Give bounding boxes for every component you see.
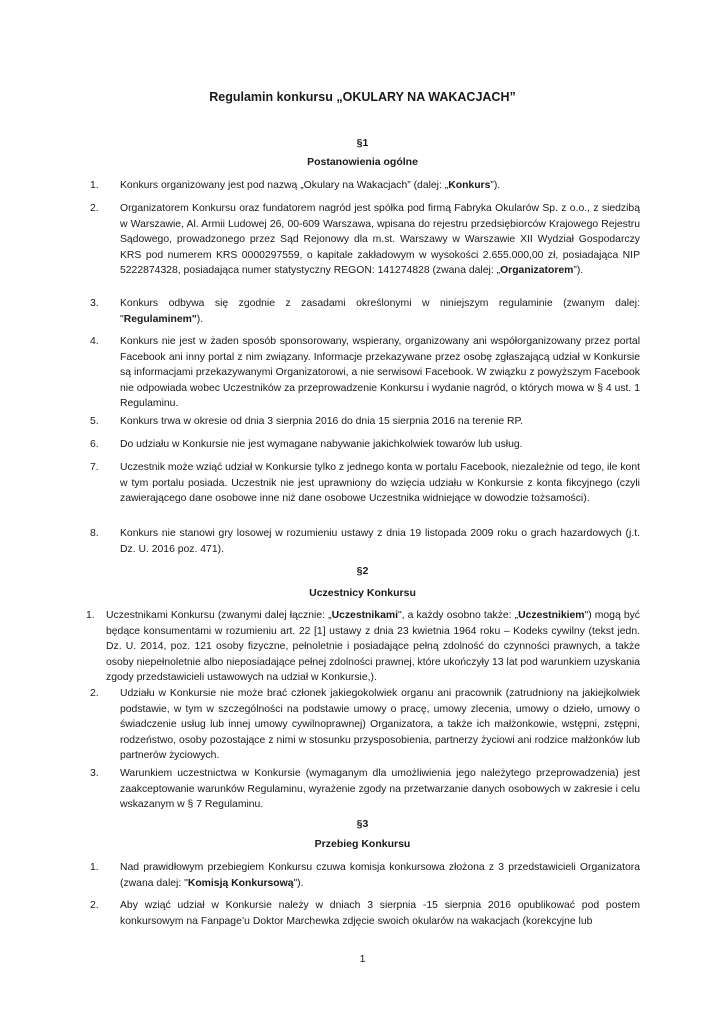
- item-number: 8.: [90, 528, 99, 539]
- item-number: 2.: [90, 900, 99, 911]
- item-text: Aby wziąć udział w Konkursie należy w dniach 3 sierpnia -15 sierpnia 2016 opublikować pod postem konkursowym na Fanpage’u Doktor Marchewka zdjęcie swoich okularów na wakacjach (korekcyjne lub: [120, 900, 640, 927]
- item-text: Udziału w Konkursie nie może brać członek jakiegokolwiek organu ani pracownik (zatrudniony na jakiejkolwiek podstawie, w tym w szczególności na podstawie umowy o pracę, umowy zlecenia, umowy o dzieło, umowy o świadczenie usług lub innej umowy cywilnoprawnej) Organizatora, a także ich małżonkowie, wstępni, zstępni, rodzeństwo, osoby pozostające z nimi w stosunku przysposobienia, partnerzy życiowi ani rodzice małżonków lub partnerów życiowych.: [120, 688, 640, 762]
- section-3-number: §3: [356, 818, 369, 830]
- item-text: Uczestnikami Konkursu (zwanymi dalej łącznie: „Uczestnikami", a każdy osobno także: „Uczestnikiem") mogą być będące konsumentami w rozumieniu art. 22 [1] ustawy z dnia 23 kwietnia 1964 roku – Kodeks cywilny (tekst jedn. Dz. U. 2014, poz. 121 osoby fizyczne, pełnoletnie i posiadające pełną zdolność do czynności prawnych, a także osoby niepełnoletnie albo nieposiadające pełnej zdolności prawnej, które ukończyły 13 lat pod warunkiem uzyskania zgody przedstawicieli ustawowych na udział w Konkursie,).: [106, 610, 640, 684]
- item-text: Nad prawidłowym przebiegiem Konkursu czuwa komisja konkursowa złożona z 3 przedstawicieli Organizatora (zwana dalej: "Komisją Konkursową").: [120, 862, 640, 889]
- section-1-title: Postanowienia ogólne: [307, 156, 418, 168]
- item-number: 2.: [90, 203, 99, 214]
- item-number: 6.: [90, 439, 99, 450]
- section-2-number: §2: [356, 565, 369, 577]
- item-text: Konkurs nie jest w żaden sposób sponsorowany, wspierany, organizowany ani współorganizowany przez portal Facebook ani inny portal z nim związany. Informacje przekazywane przez osobę zgłaszającą udział w Konkursie są informacjami przekazywanymi Organizatorowi, a nie serwisowi Facebook. W związku z powyższym Facebook nie odpowiada wobec Uczestników za przeprowadzenie Konkursu i wydanie nagród, o których mowa w § 4 ust. 1 Regulaminu.: [120, 336, 640, 410]
- item-number: 1.: [90, 180, 99, 191]
- item-text: Warunkiem uczestnictwa w Konkursie (wymaganym dla umożliwienia jego należytego przeprowadzenia) jest zaakceptowanie warunków Regulaminu, wyrażenie zgody na przetwarzanie danych osobowych w zakresie i celu wskazanym w § 7 Regulaminu.: [120, 768, 640, 811]
- item-text: Uczestnik może wziąć udział w Konkursie tylko z jednego konta w portalu Facebook, niezależnie od tego, ile kont w tym portalu posiada. Uczestnik nie jest uprawniony do wzięcia udziału w Konkursie z konta fikcyjnego (czyli zawierającego dane osobowe inne niż dane osobowe Uczestnika widniejące w dowodzie tożsamości).: [120, 462, 640, 505]
- item-number: 4.: [90, 336, 99, 347]
- item-number: 1.: [90, 862, 99, 873]
- item-number: 2.: [90, 688, 99, 699]
- item-number: 3.: [90, 768, 99, 779]
- item-text: Konkurs trwa w okresie od dnia 3 sierpnia 2016 do dnia 15 sierpnia 2016 na terenie RP.: [120, 416, 523, 427]
- item-number: 1.: [86, 610, 95, 621]
- item-number: 5.: [90, 416, 99, 427]
- item-text: Organizatorem Konkursu oraz fundatorem nagród jest spółka pod firmą Fabryka Okularów Sp. z o.o., z siedzibą w Warszawie, Al. Armii Ludowej 26, 00-609 Warszawa, wpisana do rejestru przedsiębiorców Krajowego Rejestru Sądowego, prowadzonego przez Sąd Rejonowy dla m.st. Warszawy w Warszawie XII Wydział Gospodarczy KRS pod numerem KRS 0000297559, o kapitale zakładowym w wysokości 2.655.000,00 zł, posiadająca NIP 5222874328, posiadająca numer statystyczny REGON: 141274828 (zwana dalej: „Organizatorem”).: [120, 203, 640, 277]
- section-1-number: §1: [356, 137, 369, 149]
- item-text: Konkurs organizowany jest pod nazwą „Okulary na Wakacjach” (dalej: „Konkurs”).: [120, 180, 501, 191]
- item-text: Konkurs nie stanowi gry losowej w rozumieniu ustawy z dnia 19 listopada 2009 roku o grach hazardowych (j.t. Dz. U. 2016 poz. 471).: [120, 528, 640, 555]
- item-number: 7.: [90, 462, 99, 473]
- page-number: 1: [359, 953, 366, 965]
- section-3-title: Przebieg Konkursu: [314, 838, 411, 850]
- item-text: Do udziału w Konkursie nie jest wymagane nabywanie jakichkolwiek towarów lub usług.: [120, 439, 523, 450]
- section-2-title: Uczestnicy Konkursu: [309, 587, 416, 599]
- document-title: Regulamin konkursu „OKULARY NA WAKACJACH”: [209, 90, 516, 104]
- item-text: Konkurs odbywa się zgodnie z zasadami określonymi w niniejszym regulaminie (zwanym dalej: "Regulaminem").: [120, 298, 640, 325]
- item-number: 3.: [90, 298, 99, 309]
